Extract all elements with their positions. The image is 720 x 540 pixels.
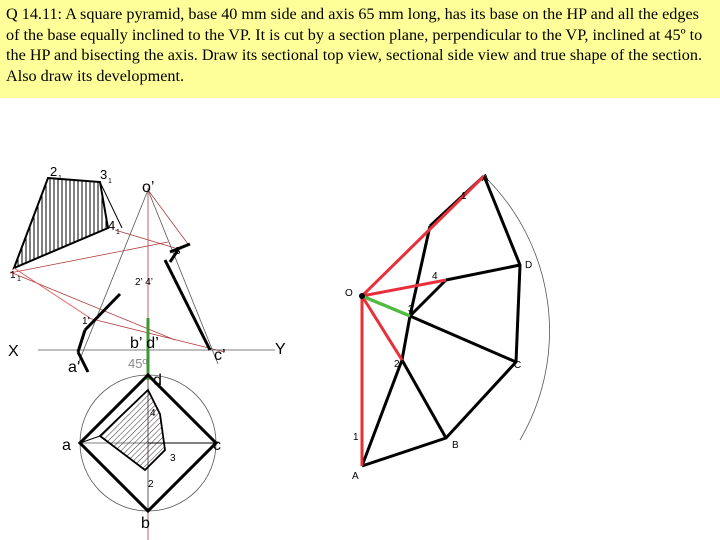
label-d: d — [153, 372, 162, 389]
label-a-prime: a’ — [68, 359, 81, 376]
label-dev-2: 2 — [394, 359, 400, 370]
label-two-1-sub: 1 — [58, 175, 62, 182]
label-one-1: 1 — [10, 270, 16, 281]
label-four-1-sub: 1 — [116, 229, 120, 236]
label-dev-d: D — [525, 260, 533, 271]
label-c: c — [213, 437, 221, 454]
label-tv-4: 4 — [150, 408, 156, 419]
label-dev-4: 4 — [432, 271, 438, 282]
label-dev-c: C — [514, 360, 522, 371]
label-two-1: 2 — [50, 164, 58, 179]
label-two-four-prime: 2’ 4’ — [135, 277, 153, 288]
label-dev-a-bottom: A — [352, 471, 359, 482]
label-one-prime: 1’ — [82, 316, 90, 327]
label-dev-3: 3 — [408, 304, 414, 315]
label-o-prime: o’ — [142, 179, 155, 196]
label-y: Y — [275, 341, 286, 358]
label-dev-a-top: A — [482, 173, 489, 184]
label-a: a — [62, 437, 71, 454]
label-tv-2: 2 — [148, 479, 154, 490]
label-c-prime: c’ — [214, 347, 226, 364]
label-tv-3: 3 — [170, 453, 176, 464]
question-text: Q 14.11: A square pyramid, base 40 mm side and axis 65 mm long, has its base on the HP and all the edges of the base equally inclined to the VP. It is cut by a section plane, perpendicular to the VP, inclined at 45º to the HP and bisecting the axis. Draw its sectional top view, sectional side view and true shape of the section. Also draw its development. — [0, 0, 720, 98]
label-one-1-sub: 1 — [17, 276, 21, 283]
label-dev-o: O — [345, 288, 353, 299]
label-b-d-prime: b’ d’ — [130, 335, 159, 352]
label-b: b — [141, 515, 150, 532]
label-three-1: 3 — [100, 167, 108, 182]
label-angle: 45º — [128, 356, 148, 371]
development — [359, 176, 520, 466]
label-three-1-sub: 1 — [108, 178, 112, 185]
label-three-prime: 3’ — [175, 246, 183, 257]
label-x: X — [8, 343, 19, 360]
label-four-1: 4 — [108, 218, 116, 233]
label-dev-1-bottom: 1 — [353, 432, 359, 443]
label-dev-1-top: 1 — [461, 191, 467, 202]
sectional-side-view — [14, 178, 122, 318]
label-dev-b: B — [452, 440, 459, 451]
